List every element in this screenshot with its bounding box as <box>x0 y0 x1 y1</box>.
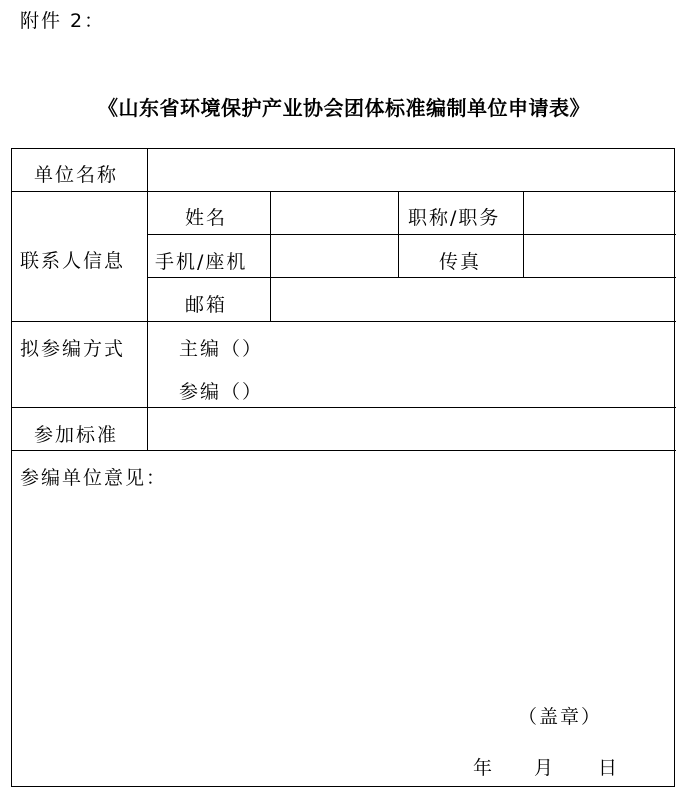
application-form <box>11 148 675 787</box>
attachment-label: 附件 2： <box>20 10 106 32</box>
contact-info-label: 联系人信息 <box>20 250 126 272</box>
column-divider <box>398 191 399 277</box>
column-divider <box>523 191 524 277</box>
row-divider <box>12 321 676 322</box>
column-divider <box>147 149 148 450</box>
row-divider <box>147 277 676 278</box>
email-field[interactable] <box>272 279 675 320</box>
row-divider <box>147 234 676 235</box>
seal-label: （盖章） <box>518 706 603 728</box>
option-co-editor[interactable]: 参编（） <box>179 381 264 403</box>
participation-label: 拟参编方式 <box>20 338 126 360</box>
column-divider <box>270 191 271 321</box>
opinion-field[interactable] <box>13 494 675 694</box>
option-chief-editor[interactable]: 主编（） <box>179 338 264 360</box>
phone-field[interactable] <box>272 236 397 276</box>
opinion-label: 参编单位意见： <box>20 467 168 489</box>
phone-label: 手机/座机 <box>155 251 248 273</box>
standard-label: 参加标准 <box>34 424 119 446</box>
name-field[interactable] <box>272 193 397 233</box>
date-month: 月 <box>534 757 556 779</box>
fax-label: 传真 <box>439 251 482 273</box>
row-divider <box>12 450 676 451</box>
unit-name-label: 单位名称 <box>34 164 119 186</box>
date-day: 日 <box>598 757 620 779</box>
row-divider <box>12 191 676 192</box>
standard-field[interactable] <box>149 408 674 449</box>
unit-name-field[interactable] <box>149 150 674 190</box>
fax-field[interactable] <box>525 236 675 276</box>
page-title: 《山东省环境保护产业协会团体标准编制单位申请表》 <box>98 96 590 120</box>
date-year: 年 <box>473 757 495 779</box>
name-label: 姓名 <box>185 207 228 229</box>
title-position-field[interactable] <box>525 193 675 233</box>
email-label: 邮箱 <box>185 294 228 316</box>
title-position-label: 职称/职务 <box>408 207 501 229</box>
